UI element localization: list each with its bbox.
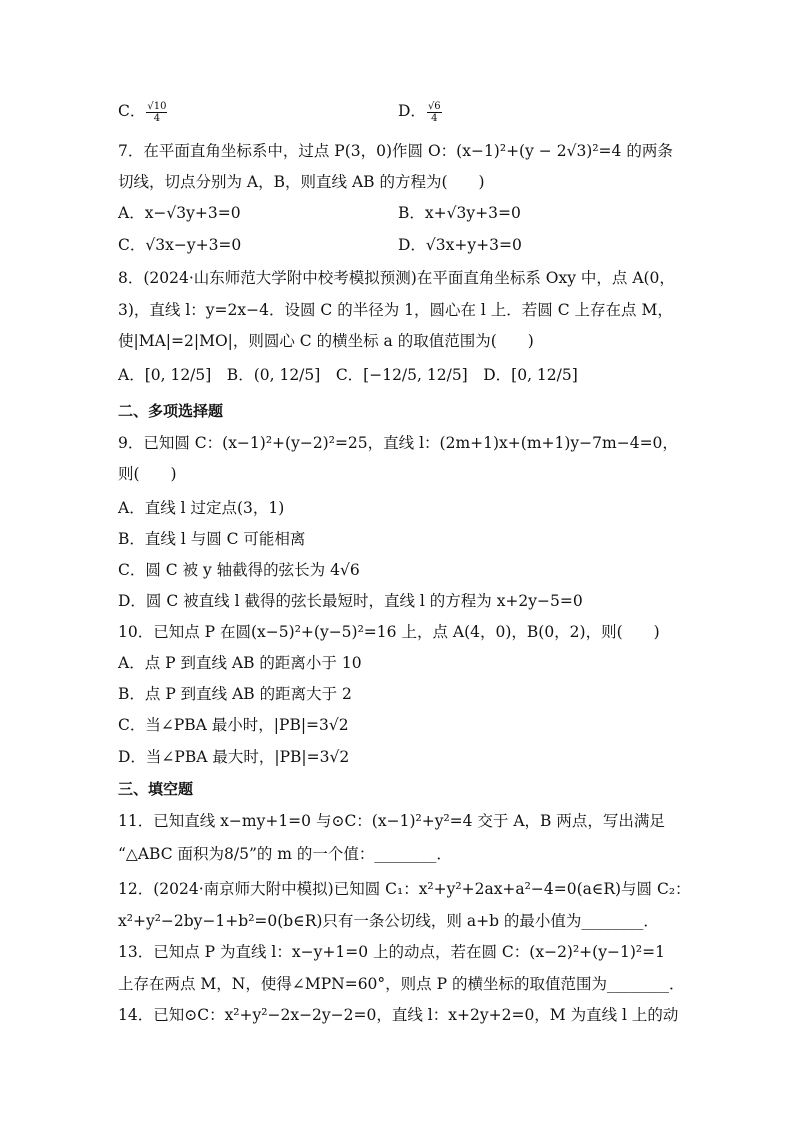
question-10-option-b: B．点 P 到直线 AB 的距离大于 2 bbox=[118, 685, 352, 703]
question-8-line-1: 8．(2024·山东师范大学附中校考模拟预测)在平面直角坐标系 Oxy 中，点 A(0， bbox=[118, 269, 675, 287]
option-c: C．√3x−y+3=0 bbox=[118, 236, 242, 254]
question-9-option-a: A．直线 l 过定点(3，1) bbox=[118, 499, 285, 517]
question-10-line-1: 10．已知点 P 在圆(x−5)²+(y−5)²=16 上，点 A(4，0)，B(0，2)，则( ) bbox=[118, 623, 660, 641]
question-13-line-2: 上存在两点 M，N，使得∠MPN=60°，则点 P 的横坐标的取值范围为________． bbox=[118, 975, 685, 993]
option-d: D．√3x+y+3=0 bbox=[398, 236, 522, 254]
question-7-options-ab bbox=[118, 202, 678, 224]
question-9-line-2: 则( ) bbox=[118, 465, 177, 483]
question-10-option-a: A．点 P 到直线 AB 的距离小于 10 bbox=[118, 654, 362, 672]
option-line-c-d bbox=[118, 100, 678, 124]
question-12-line-1: 12．(2024·南京师大附中模拟)已知圆 C₁：x²+y²+2ax+a²−4=0(a∈R)与圆 C₂： bbox=[118, 880, 691, 898]
question-10-option-d: D．当∠PBA 最大时，|PB|=3√2 bbox=[118, 748, 350, 766]
question-7-line-1: 7．在平面直角坐标系中，过点 P(3，0)作圆 O：(x−1)²+(y − 2√3)²=4 的两条 bbox=[118, 142, 673, 160]
question-9-option-b: B．直线 l 与圆 C 可能相离 bbox=[118, 530, 306, 548]
question-11-line-1: 11．已知直线 x−my+1=0 与⊙C：(x−1)²+y²=4 交于 A，B 两点，写出满足 bbox=[118, 812, 665, 830]
option-d: D． $\frac{√6}{4}$ bbox=[398, 100, 441, 124]
question-8-line-3: 使|MA|=2|MO|，则圆心 C 的横坐标 a 的取值范围为( ) bbox=[118, 332, 534, 350]
question-11-line-2: “△ABC 面积为8/5”的 m 的一个值：________． bbox=[118, 845, 452, 863]
question-8-line-2: 3)，直线 l：y=2x−4．设圆 C 的半径为 1，圆心在 l 上．若圆 C 上存在点 M， bbox=[118, 301, 673, 319]
option-a: A．x−√3y+3=0 bbox=[118, 204, 241, 222]
question-9-option-c: C．圆 C 被 y 轴截得的弦长为 4√6 bbox=[118, 561, 360, 579]
fraction: $\frac{√10}{4}$ bbox=[147, 100, 167, 124]
question-12-line-2: x²+y²−2by−1+b²=0(b∈R)只有一条公切线，则 a+b 的最小值为________． bbox=[118, 912, 659, 930]
question-9-line-1: 9．已知圆 C：(x−1)²+(y−2)²=25，直线 l：(2m+1)x+(m+1)y−7m−4=0， bbox=[118, 434, 678, 452]
question-7-line-2: 切线，切点分别为 A，B，则直线 AB 的方程为( ) bbox=[118, 173, 485, 191]
section-heading-fill-in: 三、填空题 bbox=[118, 780, 194, 798]
option-b: B．x+√3y+3=0 bbox=[398, 204, 521, 222]
section-heading-multiple-choice: 二、多项选择题 bbox=[118, 402, 224, 420]
question-14-line-1: 14．已知⊙C：x²+y²−2x−2y−2=0，直线 l：x+2y+2=0，M 为直线 l 上的动 bbox=[118, 1006, 679, 1024]
question-10-option-c: C．当∠PBA 最小时，|PB|=3√2 bbox=[118, 716, 349, 734]
question-9-option-d: D．圆 C 被直线 l 截得的弦长最短时，直线 l 的方程为 x+2y−5=0 bbox=[118, 592, 583, 610]
option-c-label: C． bbox=[118, 102, 146, 120]
question-8-options: A．[0, 12/5] B．(0, 12/5] C．[−12/5, 12/5] D．[0, 12/5] bbox=[118, 366, 578, 384]
question-7-options-cd bbox=[118, 234, 678, 256]
question-13-line-1: 13．已知点 P 为直线 l：x−y+1=0 上的动点，若在圆 C：(x−2)²+(y−1)²=1 bbox=[118, 943, 665, 961]
